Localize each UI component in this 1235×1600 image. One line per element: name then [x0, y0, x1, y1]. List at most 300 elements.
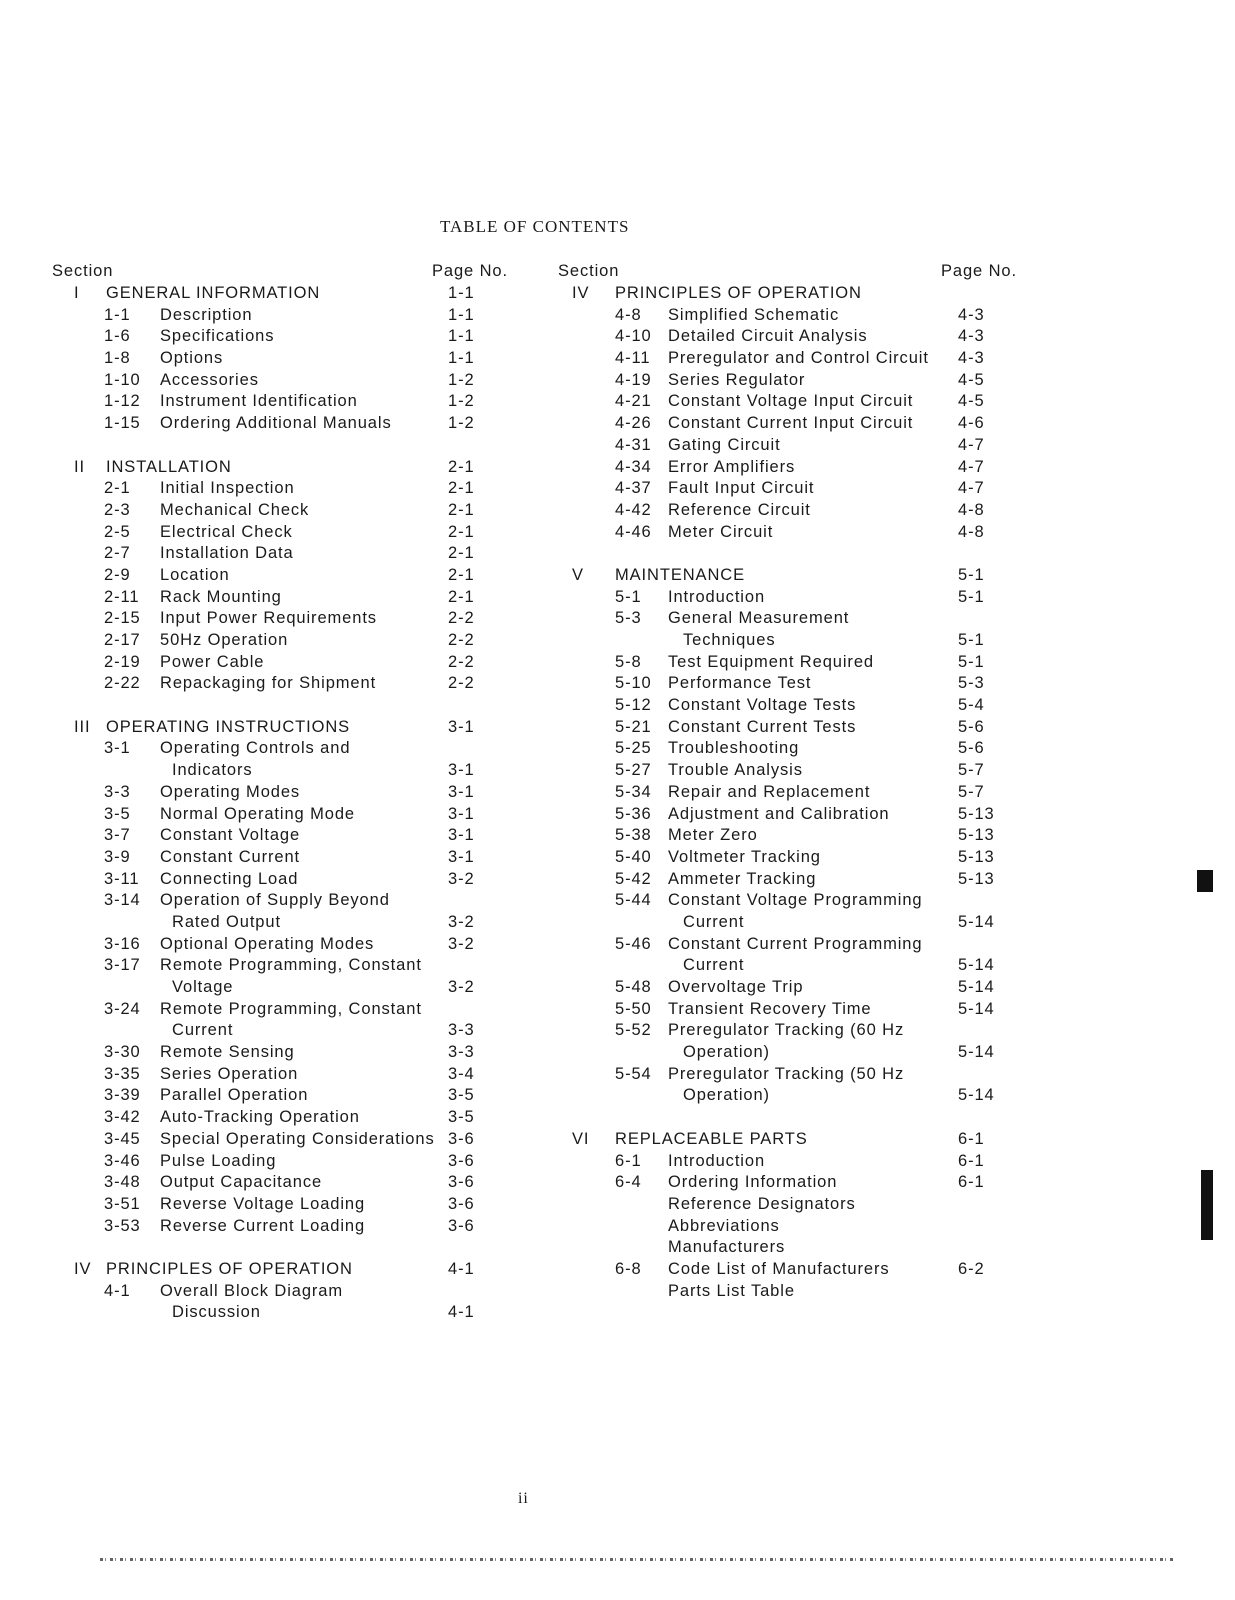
entry-title: Repackaging for Shipment	[160, 674, 377, 693]
entry-number: 5-1	[615, 587, 642, 606]
entry-title: Options	[160, 349, 224, 368]
toc-entry	[52, 348, 512, 370]
entry-title: Error Amplifiers	[668, 457, 796, 476]
entry-title: Abbreviations	[668, 1216, 780, 1235]
page-number: 6-1	[958, 1129, 985, 1148]
page-number: 1-2	[448, 370, 475, 389]
page-title: TABLE OF CONTENTS	[440, 217, 630, 236]
entry-title: Fault Input Circuit	[668, 479, 815, 498]
page-number: 3-5	[448, 1086, 475, 1105]
entry-title: Techniques	[683, 631, 776, 649]
toc-entry	[558, 413, 1028, 435]
entry-number: 5-48	[615, 978, 652, 996]
entry-number: 2-11	[104, 587, 140, 606]
page-number: 2-2	[448, 652, 475, 671]
toc-entry	[558, 457, 1028, 479]
page-number: 2-1	[448, 587, 475, 606]
toc-section-heading	[558, 565, 1028, 587]
page-number: 4-3	[958, 305, 985, 324]
page-number: 4-1	[448, 1259, 475, 1278]
entry-number: 5-52	[615, 1021, 652, 1040]
toc-entry	[52, 1129, 512, 1151]
page-number: 2-1	[448, 544, 475, 563]
page-number: 4-7	[958, 457, 985, 476]
section-number: I	[74, 284, 80, 302]
entry-title: Location	[160, 565, 230, 584]
entry-number: 5-54	[615, 1064, 652, 1083]
entry-number: 2-19	[104, 652, 141, 671]
toc-entry	[558, 305, 1028, 327]
entry-title: Optional Operating Modes	[160, 934, 375, 953]
entry-title: Overvoltage Trip	[668, 978, 804, 996]
entry-title: Rated Output	[172, 912, 281, 931]
entry-title: Preregulator Tracking (60 Hz	[668, 1021, 905, 1040]
entry-number: 1-8	[104, 349, 131, 368]
entry-title: Normal Operating Mode	[160, 804, 355, 823]
page-number: 5-13	[958, 804, 995, 823]
entry-title: Reference Circuit	[668, 500, 811, 519]
entry-number: 3-39	[104, 1086, 141, 1105]
toc-entry	[52, 1216, 512, 1238]
entry-number: 1-12	[104, 392, 141, 411]
section-title: PRINCIPLES OF OPERATION	[106, 1259, 353, 1278]
section-title: OPERATING INSTRUCTIONS	[106, 717, 351, 736]
entry-title: Performance Test	[668, 674, 812, 693]
toc-entry-continuation	[558, 1085, 1028, 1107]
entry-title: Preregulator Tracking (50 Hz	[668, 1064, 905, 1083]
section-number: IV	[572, 284, 590, 302]
entry-title: Mechanical Check	[160, 500, 310, 519]
toc-section-heading	[52, 457, 512, 479]
toc-entry-continuation	[558, 1194, 1028, 1216]
toc-entry-continuation	[52, 912, 512, 934]
entry-number: 3-24	[104, 999, 141, 1018]
toc-entry	[558, 673, 1028, 695]
page-number: 5-14	[958, 999, 995, 1018]
entry-number: 5-40	[615, 847, 652, 866]
toc-entry-continuation	[558, 955, 1028, 977]
page-number: 3-5	[448, 1108, 475, 1127]
entry-title: Description	[160, 305, 253, 324]
page-number: 4-7	[958, 479, 985, 498]
section-number: III	[74, 717, 91, 736]
entry-number: 5-8	[615, 652, 642, 671]
entry-title: Operation)	[683, 1043, 770, 1062]
page-number: 5-13	[958, 847, 995, 866]
toc-entry	[52, 522, 512, 544]
toc-entry	[558, 478, 1028, 500]
entry-title: Parallel Operation	[160, 1086, 309, 1105]
entry-title: Rack Mounting	[160, 587, 282, 606]
toc-entry	[52, 565, 512, 587]
toc-entry-continuation	[52, 760, 512, 782]
entry-number: 4-46	[615, 522, 652, 541]
page-number: 5-3	[958, 674, 985, 693]
page-number: 3-1	[448, 761, 475, 780]
toc-entry-continuation	[558, 630, 1028, 652]
page-number: 6-1	[958, 1151, 985, 1170]
page-number: 4-1	[448, 1303, 475, 1322]
entry-number: 4-21	[615, 392, 652, 411]
entry-number: 4-42	[615, 500, 652, 519]
entry-number: 5-27	[615, 761, 652, 780]
toc-entry	[52, 869, 512, 891]
page-column-header: Page No.	[432, 262, 508, 280]
toc-entry	[52, 890, 512, 912]
spacer	[52, 435, 512, 457]
entry-title: Repair and Replacement	[668, 782, 871, 801]
entry-title: Ordering Information	[668, 1173, 838, 1192]
entry-title: Meter Zero	[668, 826, 758, 845]
page-number: 4-3	[958, 349, 985, 368]
toc-entry	[52, 305, 512, 327]
entry-number: 3-11	[104, 869, 140, 888]
entry-title: Output Capacitance	[160, 1173, 323, 1192]
section-title: MAINTENANCE	[615, 565, 745, 584]
page-number: 2-1	[448, 457, 475, 476]
page-number: 5-13	[958, 869, 995, 888]
section-column-header: Section	[558, 262, 620, 280]
entry-number: 5-34	[615, 782, 652, 801]
page-number: 5-6	[958, 717, 985, 736]
entry-title: Connecting Load	[160, 869, 299, 888]
entry-number: 1-6	[104, 327, 131, 346]
page-number: 1-2	[448, 414, 475, 433]
entry-number: 6-4	[615, 1173, 642, 1192]
toc-entry	[558, 348, 1028, 370]
toc-entry	[558, 435, 1028, 457]
toc-entry	[558, 869, 1028, 891]
toc-entry	[52, 630, 512, 652]
entry-title: Troubleshooting	[668, 739, 800, 758]
entry-title: Operation of Supply Beyond	[160, 891, 390, 910]
toc-entry	[52, 1194, 512, 1216]
page-number: 3-4	[448, 1064, 475, 1083]
page-number: 5-14	[958, 1086, 995, 1105]
entry-title: Parts List Table	[668, 1281, 795, 1300]
entry-title: Adjustment and Calibration	[668, 804, 890, 823]
page-number: 1-2	[448, 392, 475, 411]
page-number: 3-1	[448, 847, 475, 866]
toc-entry-continuation	[558, 1042, 1028, 1064]
scan-edge-mark	[1197, 870, 1213, 892]
toc-entry	[558, 934, 1028, 956]
entry-title: Remote Programming, Constant	[160, 999, 422, 1018]
entry-number: 4-26	[615, 414, 652, 433]
entry-number: 3-17	[104, 956, 141, 975]
entry-title: Instrument Identification	[160, 392, 358, 411]
entry-title: Test Equipment Required	[668, 652, 874, 671]
toc-entry	[52, 825, 512, 847]
entry-title: Voltage	[172, 978, 234, 996]
section-title: REPLACEABLE PARTS	[615, 1129, 808, 1148]
page-number: 4-5	[958, 370, 985, 389]
entry-number: 3-48	[104, 1173, 141, 1192]
entry-title: Current	[683, 956, 745, 975]
entry-title: Initial Inspection	[160, 479, 295, 498]
toc-entry	[52, 608, 512, 630]
page-number: 2-1	[448, 500, 475, 519]
entry-title: Constant Current	[160, 847, 301, 866]
entry-number: 4-10	[615, 327, 652, 346]
toc-entry	[558, 608, 1028, 630]
entry-title: Special Operating Considerations	[160, 1129, 435, 1148]
page-number: 4-5	[958, 392, 985, 411]
toc-entry	[558, 500, 1028, 522]
entry-title: Constant Current Input Circuit	[668, 414, 914, 433]
page-number: 5-14	[958, 1043, 995, 1062]
entry-title: Constant Voltage Tests	[668, 696, 857, 715]
toc-entry	[52, 478, 512, 500]
entry-title: Constant Current Tests	[668, 717, 857, 736]
toc-entry	[558, 1020, 1028, 1042]
page-number: 2-2	[448, 674, 475, 693]
entry-number: 4-19	[615, 370, 652, 389]
toc-entry	[558, 1151, 1028, 1173]
toc-entry-continuation	[558, 1216, 1028, 1238]
spacer	[558, 1107, 1028, 1129]
section-number: VI	[572, 1129, 590, 1148]
toc-entry-continuation	[52, 977, 512, 999]
page-number: 3-2	[448, 869, 475, 888]
page-number: 3-2	[448, 912, 475, 931]
entry-title: Accessories	[160, 370, 259, 389]
toc-entry	[558, 782, 1028, 804]
entry-title: Gating Circuit	[668, 435, 781, 454]
toc-entry	[558, 847, 1028, 869]
entry-title: Indicators	[172, 761, 253, 780]
entry-title: Specifications	[160, 327, 275, 346]
scan-edge-mark	[1201, 1170, 1213, 1240]
entry-number: 5-21	[615, 717, 652, 736]
toc-entry	[558, 1064, 1028, 1086]
page-number: 5-1	[958, 652, 985, 671]
toc-entry-continuation	[558, 1237, 1028, 1259]
toc-entry	[558, 1259, 1028, 1281]
page-number: 3-3	[448, 1043, 475, 1062]
entry-number: 5-10	[615, 674, 652, 693]
spacer	[52, 695, 512, 717]
section-title: INSTALLATION	[106, 457, 232, 476]
section-title: PRINCIPLES OF OPERATION	[615, 284, 862, 302]
toc-entry	[558, 522, 1028, 544]
entry-number: 4-37	[615, 479, 652, 498]
entry-title: General Measurement	[668, 609, 850, 628]
entry-title: Reverse Voltage Loading	[160, 1194, 366, 1213]
toc-left-column	[52, 260, 512, 1324]
toc-entry	[52, 673, 512, 695]
page-number: 5-1	[958, 631, 985, 649]
toc-entry	[558, 587, 1028, 609]
entry-title: Operating Modes	[160, 782, 301, 801]
page-column-header: Page No.	[941, 262, 1017, 280]
toc-entry	[558, 890, 1028, 912]
toc-section-heading	[558, 1129, 1028, 1151]
entry-number: 3-9	[104, 847, 131, 866]
page-number: 5-13	[958, 826, 995, 845]
section-number: IV	[74, 1259, 92, 1278]
page-number: 5-14	[958, 912, 995, 931]
entry-number: 3-14	[104, 891, 141, 910]
entry-number: 4-8	[615, 305, 642, 324]
page-number: 4-8	[958, 522, 985, 541]
toc-entry	[52, 652, 512, 674]
toc-entry	[52, 934, 512, 956]
page-number: 4-3	[958, 327, 985, 346]
entry-number: 5-36	[615, 804, 652, 823]
entry-number: 3-53	[104, 1216, 141, 1235]
page-number: 6-2	[958, 1259, 985, 1278]
entry-title: Introduction	[668, 1151, 766, 1170]
entry-title: Code List of Manufacturers	[668, 1259, 890, 1278]
toc-entry	[52, 847, 512, 869]
toc-entry	[52, 1151, 512, 1173]
toc-entry	[52, 391, 512, 413]
entry-title: Constant Voltage	[160, 826, 301, 845]
toc-right-column	[558, 260, 1028, 1302]
entry-title: Reverse Current Loading	[160, 1216, 366, 1235]
entry-title: Ammeter Tracking	[668, 869, 817, 888]
entry-title: Meter Circuit	[668, 522, 774, 541]
page-number: 3-2	[448, 978, 475, 996]
toc-entry	[52, 804, 512, 826]
toc-entry	[558, 1172, 1028, 1194]
page-number: 3-6	[448, 1173, 475, 1192]
toc-entry	[558, 370, 1028, 392]
entry-number: 5-46	[615, 934, 652, 953]
entry-title: Voltmeter Tracking	[668, 847, 821, 866]
page-number: 3-1	[448, 717, 475, 736]
entry-number: 2-1	[104, 479, 131, 498]
entry-title: Transient Recovery Time	[668, 999, 872, 1018]
page-number: 6-1	[958, 1173, 985, 1192]
toc-entry	[558, 999, 1028, 1021]
entry-title: Overall Block Diagram	[160, 1281, 344, 1300]
toc-entry	[52, 370, 512, 392]
page-number: 4-7	[958, 435, 985, 454]
scan-artifact-line	[100, 1558, 1175, 1561]
page-number: 5-7	[958, 782, 985, 801]
entry-number: 1-15	[104, 414, 141, 433]
entry-number: 6-8	[615, 1259, 642, 1278]
entry-title: Manufacturers	[668, 1238, 786, 1257]
entry-title: Current	[683, 912, 745, 931]
entry-title: Ordering Additional Manuals	[160, 414, 392, 433]
page-number: 5-6	[958, 739, 985, 758]
entry-number: 3-16	[104, 934, 141, 953]
page-number: 3-6	[448, 1129, 475, 1148]
entry-title: Detailed Circuit Analysis	[668, 327, 868, 346]
entry-number: 2-9	[104, 565, 131, 584]
entry-number: 4-34	[615, 457, 652, 476]
page-number: 4-6	[958, 414, 985, 433]
entry-number: 2-22	[104, 674, 141, 693]
entry-title: 50Hz Operation	[160, 631, 289, 649]
toc-header	[52, 260, 512, 283]
entry-number: 4-31	[615, 435, 652, 454]
toc-entry	[52, 543, 512, 565]
page-number: 5-7	[958, 761, 985, 780]
entry-title: Operating Controls and	[160, 739, 351, 758]
entry-title: Preregulator and Control Circuit	[668, 349, 929, 368]
toc-entry	[52, 782, 512, 804]
entry-number: 5-25	[615, 739, 652, 758]
page-number: 3-1	[448, 782, 475, 801]
page-number: 4-8	[958, 500, 985, 519]
entry-title: Operation)	[683, 1086, 770, 1105]
toc-entry	[558, 326, 1028, 348]
page-number: 2-2	[448, 631, 475, 649]
page-number: 5-14	[958, 978, 995, 996]
entry-title: Input Power Requirements	[160, 609, 377, 628]
page-number: 2-2	[448, 609, 475, 628]
spacer	[558, 543, 1028, 565]
entry-number: 6-1	[615, 1151, 642, 1170]
entry-number: 2-17	[104, 631, 141, 649]
entry-number: 3-3	[104, 782, 131, 801]
toc-entry	[558, 738, 1028, 760]
toc-entry	[558, 695, 1028, 717]
toc-entry	[52, 587, 512, 609]
toc-entry	[558, 717, 1028, 739]
toc-section-heading	[52, 717, 512, 739]
entry-title: Constant Voltage Input Circuit	[668, 392, 914, 411]
entry-number: 2-15	[104, 609, 141, 628]
entry-number: 3-35	[104, 1064, 141, 1083]
entry-number: 2-7	[104, 544, 131, 563]
entry-number: 5-50	[615, 999, 652, 1018]
toc-right-body	[558, 283, 1028, 1302]
toc-entry	[52, 1172, 512, 1194]
toc-entry	[52, 955, 512, 977]
entry-number: 3-51	[104, 1194, 141, 1213]
entry-title: Electrical Check	[160, 522, 293, 541]
toc-entry	[52, 1107, 512, 1129]
entry-number: 3-30	[104, 1043, 141, 1062]
entry-number: 3-1	[104, 739, 131, 758]
page-number: 5-14	[958, 956, 995, 975]
entry-title: Auto-Tracking Operation	[160, 1108, 360, 1127]
entry-title: Discussion	[172, 1303, 261, 1322]
entry-title: Simplified Schematic	[668, 305, 840, 324]
entry-title: Remote Programming, Constant	[160, 956, 422, 975]
entry-number: 4-1	[104, 1281, 131, 1300]
entry-title: Installation Data	[160, 544, 294, 563]
toc-entry	[52, 413, 512, 435]
toc-entry	[52, 738, 512, 760]
section-number: II	[74, 457, 85, 476]
entry-number: 2-5	[104, 522, 131, 541]
entry-number: 3-42	[104, 1108, 141, 1127]
entry-title: Series Operation	[160, 1064, 299, 1083]
toc-entry	[558, 825, 1028, 847]
section-number: V	[572, 565, 584, 584]
page-number: 3-2	[448, 934, 475, 953]
entry-number: 4-11	[615, 349, 651, 368]
entry-title: Power Cable	[160, 652, 265, 671]
page-number: ii	[518, 1490, 529, 1507]
entry-number: 5-3	[615, 609, 642, 628]
page-number: 1-1	[448, 327, 475, 346]
toc-entry-continuation	[52, 1302, 512, 1324]
entry-number: 1-1	[104, 305, 131, 324]
entry-title: Constant Voltage Programming	[668, 891, 923, 910]
page-number: 5-1	[958, 565, 985, 584]
toc-header	[558, 260, 1028, 283]
entry-title: Constant Current Programming	[668, 934, 923, 953]
entry-title: Current	[172, 1021, 234, 1040]
section-title: GENERAL INFORMATION	[106, 284, 321, 302]
